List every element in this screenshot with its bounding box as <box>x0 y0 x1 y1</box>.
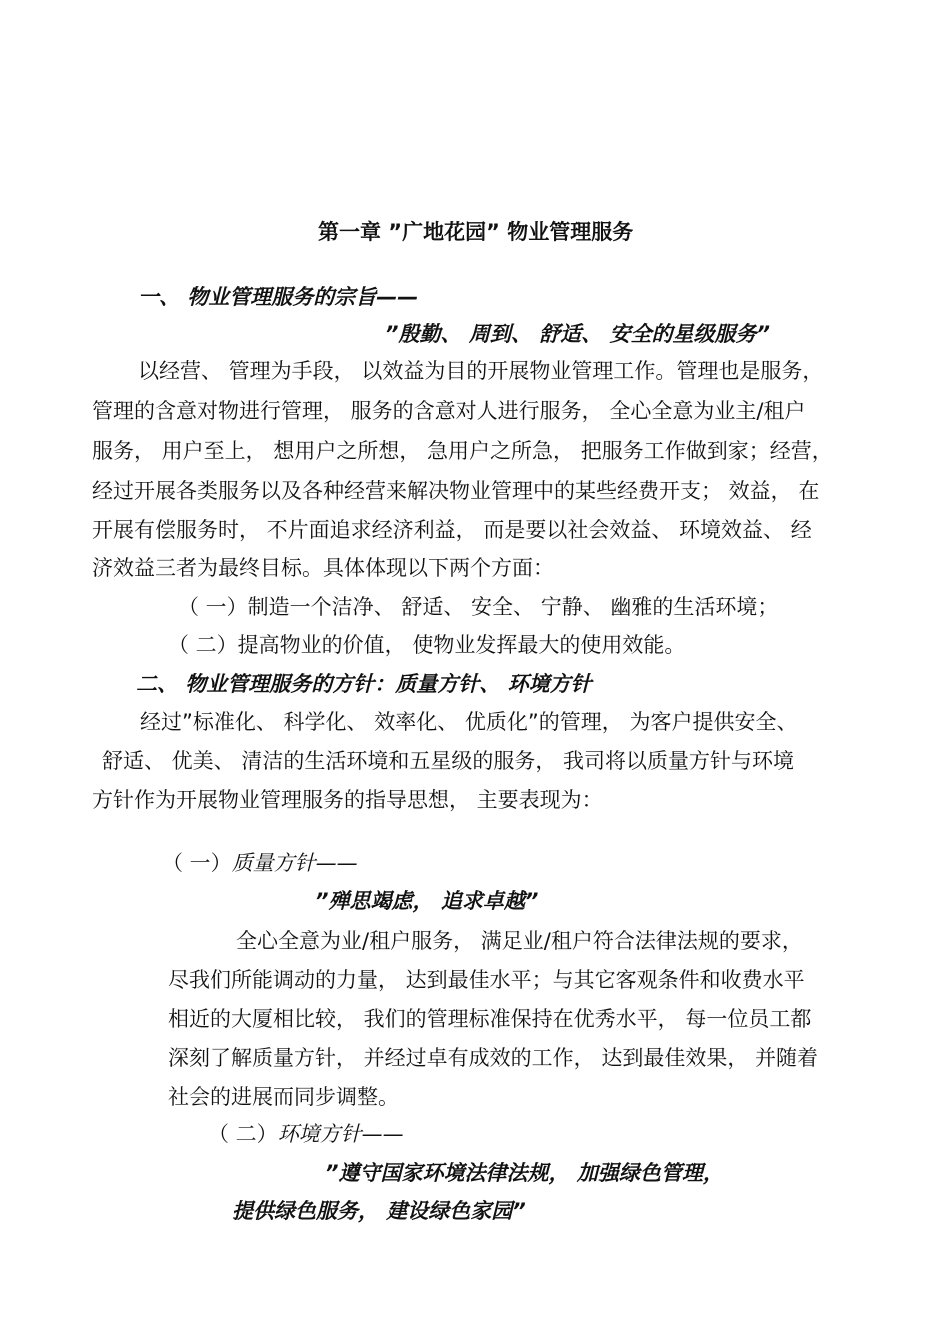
section-1-paragraph-line: 开展有偿服务时， 不片面追求经济利益， 而是要以社会效益、 环境效益、 经 <box>92 518 812 542</box>
section-1-item-1: （ 一）制造一个洁净、 舒适、 安全、 宁静、 幽雅的生活环境； <box>178 595 779 619</box>
quality-policy-paragraph-line: 全心全意为业/租户服务， 满足业/租户符合法律法规的要求， <box>236 929 803 953</box>
environment-policy-slogan-line: 提供绿色服务， 建设绿色家园” <box>232 1199 526 1223</box>
environment-policy-number: （ 二） <box>208 1122 278 1146</box>
section-1-paragraph-line: 管理的含意对物进行管理， 服务的含意对人进行服务， 全心全意为业主/租户 <box>92 399 806 423</box>
section-2-heading: 二、 物业管理服务的方针：质量方针、 环境方针 <box>136 672 592 696</box>
quality-policy-number: （ 一） <box>162 851 232 875</box>
quality-policy-paragraph-line: 社会的进展而同步调整。 <box>168 1085 399 1109</box>
quality-policy-heading <box>162 849 358 877</box>
section-1-paragraph-line: 以经营、 管理为手段， 以效益为目的开展物业管理工作。管理也是服务， <box>138 359 824 383</box>
section-1-heading: 一、 物业管理服务的宗旨—— <box>138 285 419 309</box>
section-2-paragraph-line: 经过”标准化、 科学化、 效率化、 优质化”的管理， 为客户提供安全、 <box>140 710 798 734</box>
section-1-paragraph-line: 服务， 用户至上， 想用户之所想， 急用户之所急， 把服务工作做到家；经营， <box>92 439 833 463</box>
quality-policy-paragraph-line: 尽我们所能调动的力量， 达到最佳水平；与其它客观条件和收费水平 <box>168 968 805 992</box>
environment-policy-slogan-line: ”遵守国家环境法律法规， 加强绿色管理， <box>325 1161 724 1185</box>
quality-policy-title: 质量方针—— <box>231 851 358 875</box>
section-1-paragraph-line: 经过开展各类服务以及各种经营来解决物业管理中的某些经费开支； 效益， 在 <box>92 479 820 503</box>
quality-policy-paragraph-line: 相近的大厦相比较， 我们的管理标准保持在优秀水平， 每一位员工都 <box>168 1007 812 1031</box>
quality-policy-slogan: ”殚思竭虑， 追求卓越” <box>315 889 539 913</box>
chapter-title: 第一章 ”广地花园” 物业管理服务 <box>318 220 634 244</box>
quality-policy-paragraph-line: 深刻了解质量方针， 并经过卓有成效的工作， 达到最佳效果， 并随着 <box>168 1046 819 1070</box>
section-2-paragraph-line: 舒适、 优美、 清洁的生活环境和五星级的服务， 我司将以质量方针与环境 <box>102 749 795 773</box>
section-2-paragraph-line: 方针作为开展物业管理服务的指导思想， 主要表现为： <box>92 788 603 812</box>
section-1-item-2: （ 二）提高物业的价值， 使物业发挥最大的使用效能。 <box>168 633 686 657</box>
environment-policy-title: 环境方针—— <box>277 1122 404 1146</box>
section-1-paragraph-line: 济效益三者为最终目标。具体体现以下两个方面： <box>92 556 554 580</box>
environment-policy-heading <box>208 1120 404 1148</box>
section-1-slogan: ”殷勤、 周到、 舒适、 安全的星级服务” <box>385 322 770 346</box>
